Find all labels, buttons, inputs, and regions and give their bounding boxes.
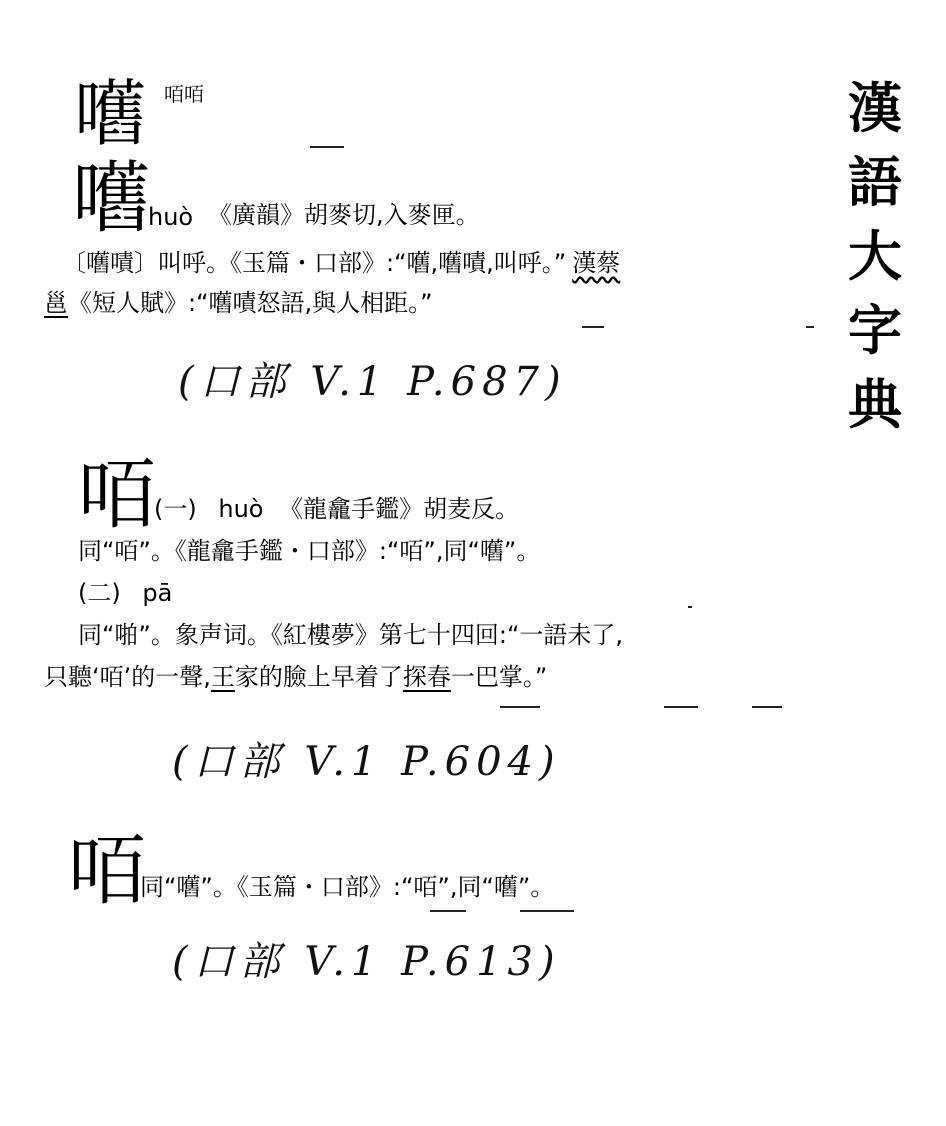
entry2-def-line2-part-a: 只聽‘咟’的一聲,	[44, 663, 211, 691]
entry3-head-char: 咟	[68, 826, 147, 916]
entry2-handwritten-reference: (口部 V.1 P.604)	[172, 739, 561, 785]
scan-speck	[664, 706, 698, 708]
dictionary-title-vertical	[840, 72, 910, 442]
entry1-person-name-part1: 漢蔡	[572, 249, 621, 277]
scan-speck	[806, 326, 814, 328]
scan-speck	[430, 910, 466, 912]
entry2-sense1-label: (一)	[154, 495, 197, 523]
scan-speck	[310, 146, 344, 148]
scan-speck	[520, 910, 574, 912]
entry2-person-name-wang: 王	[210, 663, 235, 691]
entry2-def-line2-part-b: 家的臉上早着了	[234, 663, 403, 691]
entry2-sense1-pinyin: huò	[218, 495, 264, 523]
entry2-sense2-definition-line-2	[44, 662, 547, 692]
entry1-def-line2-text: 《短人賦》:“嚿嘖怒語,與人相距。”	[68, 289, 433, 317]
entry2-sense2-label: (二)	[78, 579, 121, 607]
scan-speck	[500, 706, 540, 708]
entry2-sense1-reading: 《龍龕手鑑》胡麦反。	[279, 495, 520, 523]
entry1-pinyin: huò	[148, 203, 194, 231]
entry1-head-char: 嚿	[74, 72, 147, 156]
entry1-reading: 《廣韻》胡麥切,入麥匣。	[208, 201, 480, 229]
entry1-variant-note: 咟咟	[164, 82, 204, 106]
title-char-4: 字	[848, 299, 902, 362]
entry1-person-name-part2: 邕	[44, 289, 68, 317]
entry1-handwritten-reference: (口部 V.1 P.687)	[178, 359, 567, 405]
entry2-def-line2-part-c: 一巴掌。”	[450, 663, 548, 691]
entry2-sense1-definition: 同“咟”。《龍龕手鑑・口部》:“咟”,同“嚿”。	[78, 537, 541, 565]
entry1-definition-line-1	[62, 248, 620, 278]
title-char-3: 大	[848, 225, 902, 288]
entry1-head-char-large: 嚿	[72, 154, 151, 244]
title-char-1: 漢	[848, 77, 902, 140]
scan-speck	[688, 606, 692, 608]
entry2-head-char: 咟	[78, 450, 157, 540]
entry1-definition-line-2	[44, 288, 433, 318]
entry2-sense2-pinyin: pā	[142, 579, 173, 607]
scan-speck	[582, 326, 604, 328]
entry3-definition: 同“嚿”。《玉篇・口部》:“咟”,同“嚿”。	[140, 873, 555, 901]
entry2-person-name-tanchun: 探春	[402, 663, 451, 691]
entry3-handwritten-reference: (口部 V.1 P.613)	[172, 939, 561, 985]
entry2-sense1-header	[154, 494, 519, 524]
scan-speck	[752, 706, 782, 708]
title-char-5: 典	[848, 373, 902, 436]
entry2-sense2-definition-line-1: 同“啪”。象声词。《紅樓夢》第七十四回:“一語未了,	[78, 621, 624, 649]
entry2-sense2-header	[78, 578, 172, 608]
title-char-2: 語	[848, 151, 902, 214]
entry1-def-line1-text: 〔嚿嘖〕叫呼。《玉篇・口部》:“嚿,嚿嘖,叫呼。”	[62, 249, 567, 277]
